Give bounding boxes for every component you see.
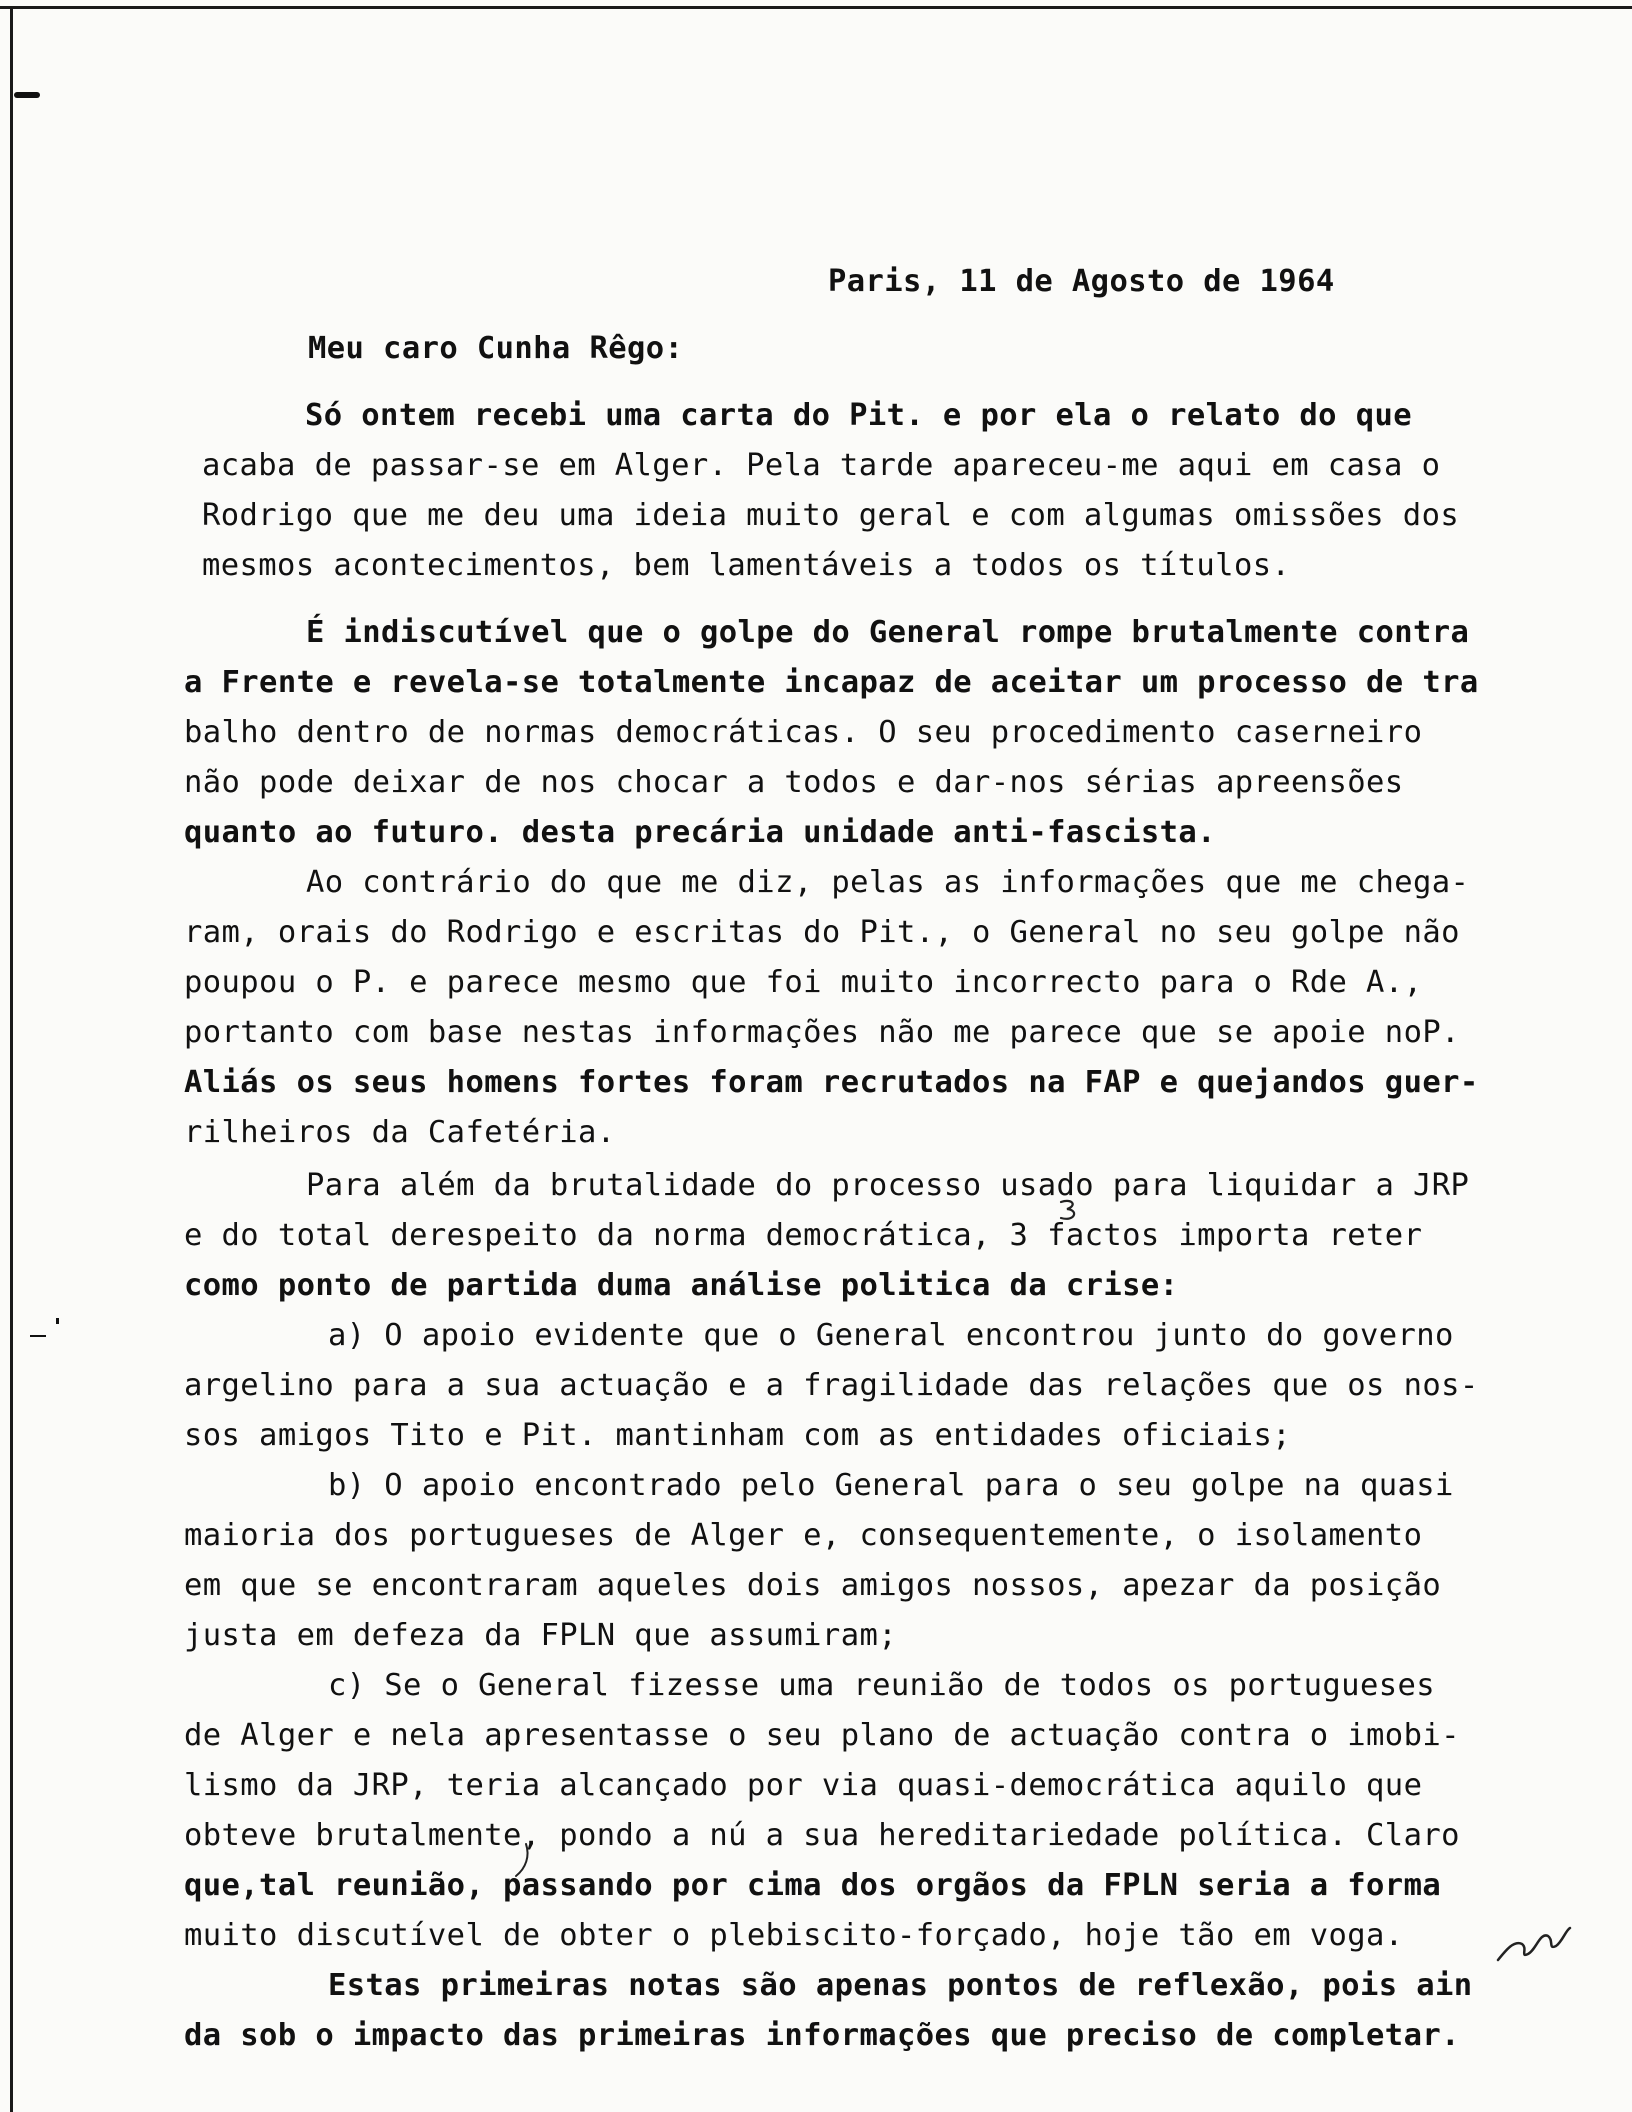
letter-line: e do total derespeito da norma democrática, 3 factos importa reter — [184, 1218, 1423, 1253]
letter-line: de Alger e nela apresentasse o seu plano de actuação contra o imobi- — [184, 1718, 1460, 1753]
letter-line: poupou o P. e parece mesmo que foi muito incorrecto para o Rde A., — [184, 965, 1423, 1000]
letter-line: em que se encontraram aqueles dois amigos nossos, apezar da posição — [184, 1568, 1442, 1603]
letter-line: maioria dos portugueses de Alger e, consequentemente, o isolamento — [184, 1518, 1423, 1553]
letter-salutation: Meu caro Cunha Rêgo: — [308, 331, 684, 366]
letter-line: a) O apoio evidente que o General encontrou junto do governo — [328, 1318, 1454, 1353]
letter-date: Paris, 11 de Agosto de 1964 — [828, 264, 1335, 299]
letter-line: sos amigos Tito e Pit. mantinham com as entidades oficiais; — [184, 1418, 1291, 1453]
letter-line: portanto com base nestas informações não me parece que se apoie noP. — [184, 1015, 1460, 1050]
letter-line: a Frente e revela-se totalmente incapaz de aceitar um processo de tra — [184, 665, 1479, 700]
letter-line: Ao contrário do que me diz, pelas as informações que me chega- — [306, 865, 1470, 900]
letter-line: É indiscutível que o golpe do General rompe brutalmente contra — [306, 615, 1470, 650]
letter-line: quanto ao futuro. desta precária unidade anti-fascista. — [184, 815, 1216, 850]
letter-line: muito discutível de obter o plebiscito-forçado, hoje tão em voga. — [184, 1918, 1404, 1953]
letter-line: ram, orais do Rodrigo e escritas do Pit., o General no seu golpe não — [184, 915, 1460, 950]
letter-line: obteve brutalmente, pondo a nú a sua hereditariedade política. Claro — [184, 1818, 1460, 1853]
letter-line: como ponto de partida duma análise politica da crise: — [184, 1268, 1179, 1303]
letter-line: argelino para a sua actuação e a fragilidade das relações que os nos- — [184, 1368, 1479, 1403]
handwritten-annotation — [1492, 1910, 1574, 1970]
letter-line: Rodrigo que me deu uma ideia muito geral e com algumas omissões dos — [202, 498, 1460, 533]
letter-line: lismo da JRP, teria alcançado por via quasi-democrática aquilo que — [184, 1768, 1423, 1803]
letter-line: da sob o impacto das primeiras informações que preciso de completar. — [184, 2018, 1460, 2053]
letter-line: Aliás os seus homens fortes foram recrutados na FAP e quejandos guer- — [184, 1065, 1479, 1100]
letter-line: b) O apoio encontrado pelo General para o seu golpe na quasi — [328, 1468, 1454, 1503]
letter-line: que,tal reunião, passando por cima dos orgãos da FPLN seria a forma — [184, 1868, 1442, 1903]
letter-line: justa em defeza da FPLN que assumiram; — [184, 1618, 897, 1653]
letter-line: balho dentro de normas democráticas. O seu procedimento caserneiro — [184, 715, 1423, 750]
letter-line: c) Se o General fizesse uma reunião de todos os portugueses — [328, 1668, 1435, 1703]
handwritten-correction-mark — [1055, 1198, 1085, 1224]
handwritten-paren-mark — [512, 1840, 532, 1880]
letter-line: rilheiros da Cafetéria. — [184, 1115, 616, 1150]
letter-line: Só ontem recebi uma carta do Pit. e por ela o relato do que — [305, 398, 1412, 433]
letter-line: Para além da brutalidade do processo usado para liquidar a JRP — [306, 1168, 1470, 1203]
letter-line: acaba de passar-se em Alger. Pela tarde apareceu-me aqui em casa o — [202, 448, 1441, 483]
letter-line: mesmos acontecimentos, bem lamentáveis a todos os títulos. — [202, 548, 1291, 583]
letter-line: Estas primeiras notas são apenas pontos de reflexão, pois ain — [328, 1968, 1473, 2003]
letter-line: não pode deixar de nos chocar a todos e dar-nos sérias apreensões — [184, 765, 1404, 800]
